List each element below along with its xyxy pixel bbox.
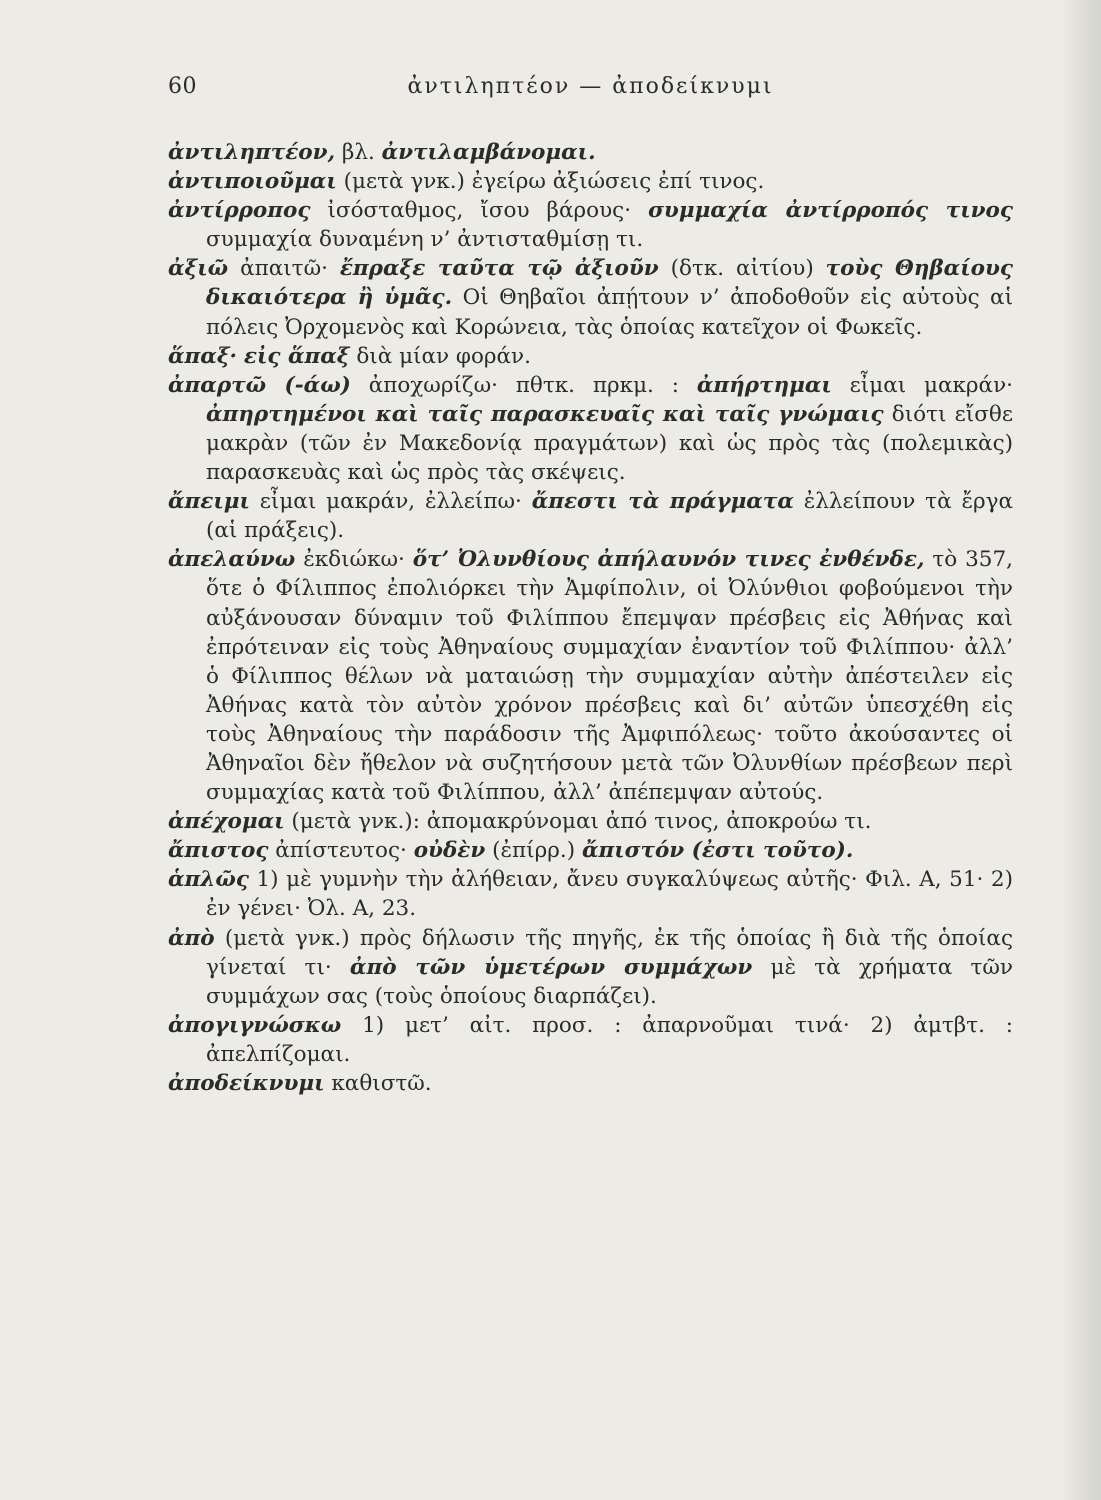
dictionary-entry — [168, 487, 1013, 545]
entry-example-phrase: συμμαχία ἀντίρροπός τινος — [648, 198, 1013, 224]
dictionary-entry — [168, 371, 1013, 487]
running-title: ἀντιληπτέον — ἀποδείκνυμι — [407, 74, 774, 99]
entry-definition-text — [237, 344, 244, 369]
entry-headword: ἀπέχομαι — [168, 809, 285, 835]
entry-definition-text: ἐκδιώκω· — [295, 547, 413, 573]
entry-definition-text: διὰ μίαν φοράν. — [349, 343, 531, 369]
entry-example-phrase: ἀπήρτημαι — [696, 372, 832, 398]
dictionary-entry — [168, 807, 1013, 836]
entry-definition-text: 1) μετ’ αἰτ. προσ. : ἀπαρνοῦμαι τινά· 2) ἀμτβτ. : ἀπελπίζομαι. — [206, 1012, 1013, 1067]
entry-definition-text: τὸ 357, ὅτε ὁ Φίλιππος ἐπολιόρκει τὴν Ἀμφίπολιν, οἱ Ὀλύνθιοι φοβούμενοι τὴν αὐξάνουσαν δύναμιν τοῦ Φιλίππου ἔπεμψαν πρέσβεις εἰς Ἀθήνας καὶ ἐπρότειναν εἰς τοὺς Ἀθηναίους συμμαχίαν ἐναντίον τοῦ Φιλίππου· ἀλλ’ ὁ Φίλιππος θέλων νὰ ματαιώσῃ τὴν συμμαχίαν αὐτὴν ἀπέστειλεν εἰς Ἀθήνας κατὰ τὸν αὐτὸν χρόνον πρέσβεις καὶ δι’ αὐτῶν ὑπεσχέθη εἰς τοὺς Ἀθηναίους τὴν παράδοσιν τῆς Ἀμφιπόλεως· τοῦτο ἀκούσαντες οἱ Ἀθηναῖοι δὲν ἤθελον νὰ συζητήσουν μετὰ τῶν Ὀλυνθίων πρέσβεων περὶ συμμαχίας κατὰ τοῦ Φιλίππου, ἀλλ’ ἀπέπεμψαν αὐτούς. — [206, 547, 1013, 806]
dictionary-entry — [168, 167, 1013, 196]
entry-headword: ἄπιστος — [168, 838, 269, 864]
dictionary-entry — [168, 865, 1013, 923]
entry-headword: ἀπαρτῶ (-άω) — [168, 372, 351, 398]
dictionary-entry — [168, 1011, 1013, 1069]
entry-headword: ἅπαξ· — [168, 343, 238, 369]
entry-example-phrase: ἔπραξε ταῦτα τῷ ἀξιοῦν — [339, 256, 659, 282]
entry-definition-text: ἰσόσταθμος, ἴσου βάρους· — [310, 198, 649, 224]
entry-example-phrase: τοὺς Θηβαίους δικαιότερα ἢ ὑμᾶς. — [206, 256, 1013, 311]
entry-definition-text: εἶμαι μακράν· — [831, 372, 1013, 398]
page-header — [168, 74, 1013, 108]
entry-example-phrase: ἄπεστι τὰ πράγματα — [531, 489, 794, 515]
dictionary-entry — [168, 836, 1013, 865]
entry-headword: ἀξιῶ — [168, 256, 229, 282]
entry-example-phrase: ἀντιλαμβάνομαι. — [381, 140, 596, 165]
entry-headword: ἀντίρροπος — [168, 198, 311, 224]
entry-definition-text: εἶμαι μακράν, ἐλλείπω· — [249, 489, 532, 515]
dictionary-entry — [168, 342, 1013, 371]
entry-headword: ἀπὸ — [168, 925, 215, 951]
entry-definition-text: (μετὰ γνκ.): ἀπομακρύνομαι ἀπό τινος, ἀποκρούω τι. — [284, 809, 872, 835]
entry-headword: ἁπλῶς — [168, 867, 249, 893]
entry-example-phrase: οὐδὲν — [413, 838, 486, 864]
entry-definition-text: 1) μὲ γυμνὴν τὴν ἀλήθειαν, ἄνευ συγκαλύψεως αὐτῆς· Φιλ. Α, 51· 2) ἐν γένει· Ὀλ. Α, 23. — [206, 867, 1013, 922]
entry-definition-text: διότι εἴσθε μακρὰν (τῶν ἐν Μακεδονίᾳ πραγμάτων) καὶ ὡς πρὸς τὰς (πολεμικὰς) παρασκευὰς καὶ ὡς πρὸς τὰς σκέψεις. — [206, 401, 1013, 486]
page-spine-shadow — [1061, 0, 1101, 1500]
entry-example-phrase: ἀπὸ τῶν ὑμετέρων συμμάχων — [349, 954, 753, 980]
entry-headword: ἀποδείκνυμι — [168, 1071, 325, 1096]
entry-example-phrase: εἰς ἅπαξ — [243, 343, 350, 369]
dictionary-entry — [168, 138, 1013, 167]
entry-definition-text: ἀπαιτῶ· — [228, 256, 340, 282]
entry-example-phrase: ἀπηρτημένοι καὶ ταῖς παρασκευαῖς καὶ ταῖς γνώμαις — [206, 401, 884, 427]
entry-definition-text: (δτκ. αἰτίου) — [658, 256, 826, 282]
dictionary-entry — [168, 924, 1013, 1011]
entry-headword: ἀντιποιοῦμαι — [168, 169, 337, 195]
dictionary-entry — [168, 545, 1013, 807]
entry-definition-text: βλ. — [335, 140, 382, 165]
entry-definition-text: (μετὰ γνκ.) ἐγείρω ἀξιώσεις ἐπί τινος. — [336, 169, 765, 195]
entry-definition-text: Οἱ Θηβαῖοι ἀπῄτουν ν’ ἀποδοθοῦν εἰς αὐτοὺς αἱ πόλεις Ὀρχομενὸς καὶ Κορώνεια, τὰς ὁποίας κατεῖχον οἱ Φωκεῖς. — [206, 285, 1013, 340]
entry-definition-text: συμμαχία δυναμένη ν’ ἀντισταθμίσῃ τι. — [206, 227, 644, 253]
entry-definition-text: (μετὰ γνκ.) πρὸς δήλωσιν τῆς πηγῆς, ἐκ τῆς ὁποίας ἢ διὰ τῆς ὁποίας γίνεταί τι· — [206, 925, 1013, 980]
entry-headword: ἀντιληπτέον, — [168, 140, 336, 165]
entry-headword: ἀπελαύνω — [168, 547, 296, 573]
entry-definition-text: ἀποχωρίζω· πθτκ. πρκμ. : — [350, 372, 697, 398]
entry-definition-text: καθιστῶ. — [324, 1071, 432, 1096]
entry-definition-text: (ἐπίρρ.) — [485, 838, 582, 864]
dictionary-entry — [168, 254, 1013, 341]
entry-definition-text: μὲ τὰ χρήματα τῶν συμμάχων σας (τοὺς ὁποίους διαρπάζει). — [206, 954, 1013, 1009]
dictionary-entries — [168, 138, 1013, 1098]
entry-headword: ἀπογιγνώσκω — [168, 1012, 342, 1038]
page-number: 60 — [168, 74, 197, 99]
entry-headword: ἄπειμι — [168, 489, 250, 515]
entry-example-phrase: ὅτ’ Ὀλυνθίους ἀπήλαυνόν τινες ἐνθένδε, — [412, 547, 925, 573]
dictionary-entry — [168, 196, 1013, 254]
entry-definition-text: ἀπίστευτος· — [268, 838, 414, 864]
entry-definition-text: ἐλλείπουν τὰ ἔργα (αἱ πράξεις). — [206, 489, 1013, 544]
entry-example-phrase: ἄπιστόν (ἐστι τοῦτο). — [581, 838, 854, 864]
dictionary-entry — [168, 1069, 1013, 1098]
